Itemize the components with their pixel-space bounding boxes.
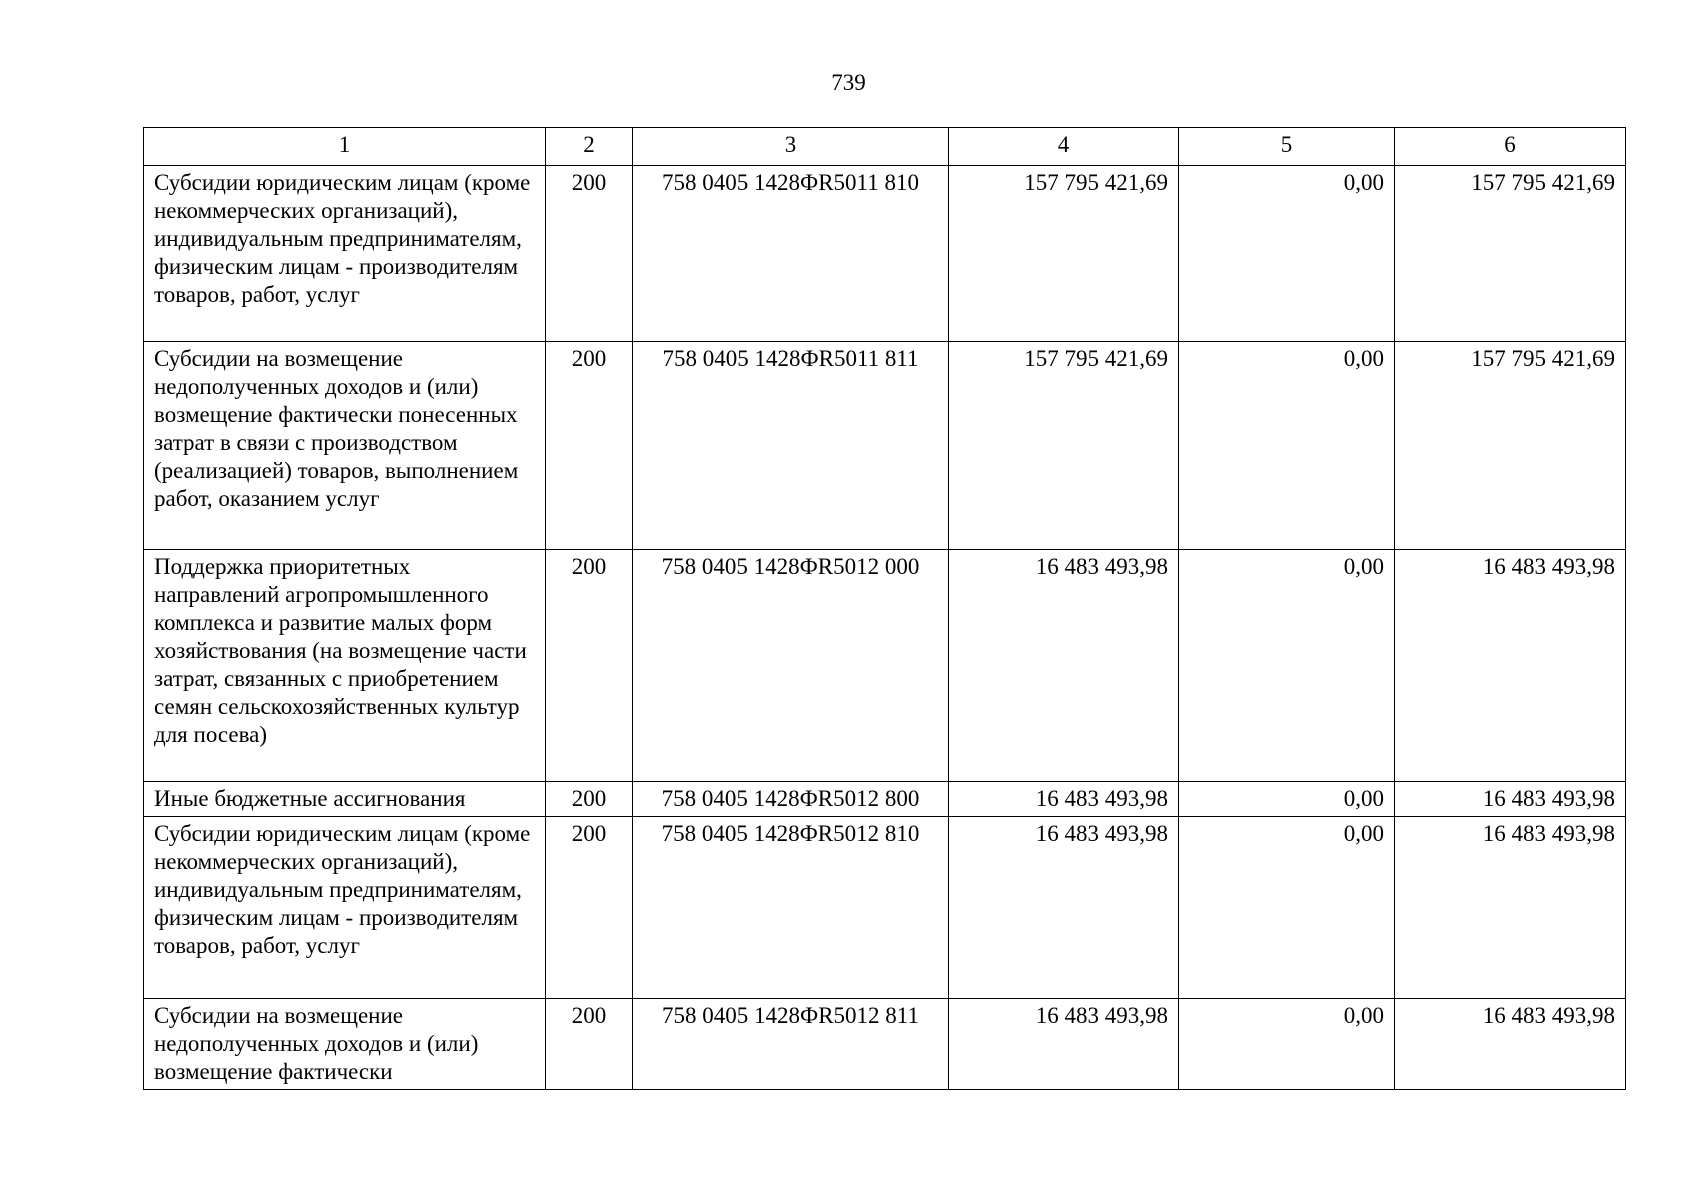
page-number: 739 — [831, 70, 866, 95]
row-code: 200 — [546, 550, 633, 782]
table-row — [144, 817, 1626, 999]
row-kbk: 758 0405 1428ФR5012 800 — [633, 782, 949, 817]
row-change: 0,00 — [1179, 817, 1395, 999]
row-change: 0,00 — [1179, 782, 1395, 817]
row-total: 16 483 493,98 — [1395, 817, 1626, 999]
row-name: Субсидии юридическим лицам (кроме некоммерческих организаций), индивидуальным предпринимателям, физическим лицам - производителям товаров, работ, услуг — [144, 166, 546, 342]
row-total: 16 483 493,98 — [1395, 550, 1626, 782]
row-kbk: 758 0405 1428ФR5011 810 — [633, 166, 949, 342]
row-plan: 16 483 493,98 — [949, 817, 1179, 999]
row-code: 200 — [546, 999, 633, 1090]
row-code: 200 — [546, 817, 633, 999]
row-name: Субсидии юридическим лицам (кроме некоммерческих организаций), индивидуальным предпринимателям, физическим лицам - производителям товаров, работ, услуг — [144, 817, 546, 999]
row-kbk: 758 0405 1428ФR5012 810 — [633, 817, 949, 999]
row-kbk: 758 0405 1428ФR5011 811 — [633, 342, 949, 550]
header-col-6: 6 — [1395, 128, 1626, 166]
row-name: Поддержка приоритетных направлений агропромышленного комплекса и развитие малых форм хозяйствования (на возмещение части затрат, связанных с приобретением семян сельскохозяйственных культур для посева) — [144, 550, 546, 782]
header-col-2: 2 — [546, 128, 633, 166]
header-col-4: 4 — [949, 128, 1179, 166]
header-col-3: 3 — [633, 128, 949, 166]
row-name: Субсидии на возмещение недополученных доходов и (или) возмещение фактически — [144, 999, 546, 1090]
header-col-1: 1 — [144, 128, 546, 166]
row-total: 157 795 421,69 — [1395, 342, 1626, 550]
row-plan: 16 483 493,98 — [949, 550, 1179, 782]
row-plan: 157 795 421,69 — [949, 342, 1179, 550]
table-row — [144, 999, 1626, 1090]
row-total: 16 483 493,98 — [1395, 782, 1626, 817]
row-code: 200 — [546, 342, 633, 550]
table-row — [144, 782, 1626, 817]
table-row — [144, 342, 1626, 550]
row-change: 0,00 — [1179, 166, 1395, 342]
row-plan: 16 483 493,98 — [949, 782, 1179, 817]
row-plan: 157 795 421,69 — [949, 166, 1179, 342]
row-kbk: 758 0405 1428ФR5012 000 — [633, 550, 949, 782]
table-row — [144, 166, 1626, 342]
row-change: 0,00 — [1179, 342, 1395, 550]
row-code: 200 — [546, 782, 633, 817]
row-change: 0,00 — [1179, 999, 1395, 1090]
budget-table — [143, 127, 1626, 1090]
row-total: 16 483 493,98 — [1395, 999, 1626, 1090]
header-col-5: 5 — [1179, 128, 1395, 166]
table-row — [144, 550, 1626, 782]
row-name: Субсидии на возмещение недополученных доходов и (или) возмещение фактически понесенных затрат в связи с производством (реализацией) товаров, выполнением работ, оказанием услуг — [144, 342, 546, 550]
row-total: 157 795 421,69 — [1395, 166, 1626, 342]
row-name: Иные бюджетные ассигнования — [144, 782, 546, 817]
row-kbk: 758 0405 1428ФR5012 811 — [633, 999, 949, 1090]
row-change: 0,00 — [1179, 550, 1395, 782]
row-code: 200 — [546, 166, 633, 342]
row-plan: 16 483 493,98 — [949, 999, 1179, 1090]
table-header-row — [144, 128, 1626, 166]
